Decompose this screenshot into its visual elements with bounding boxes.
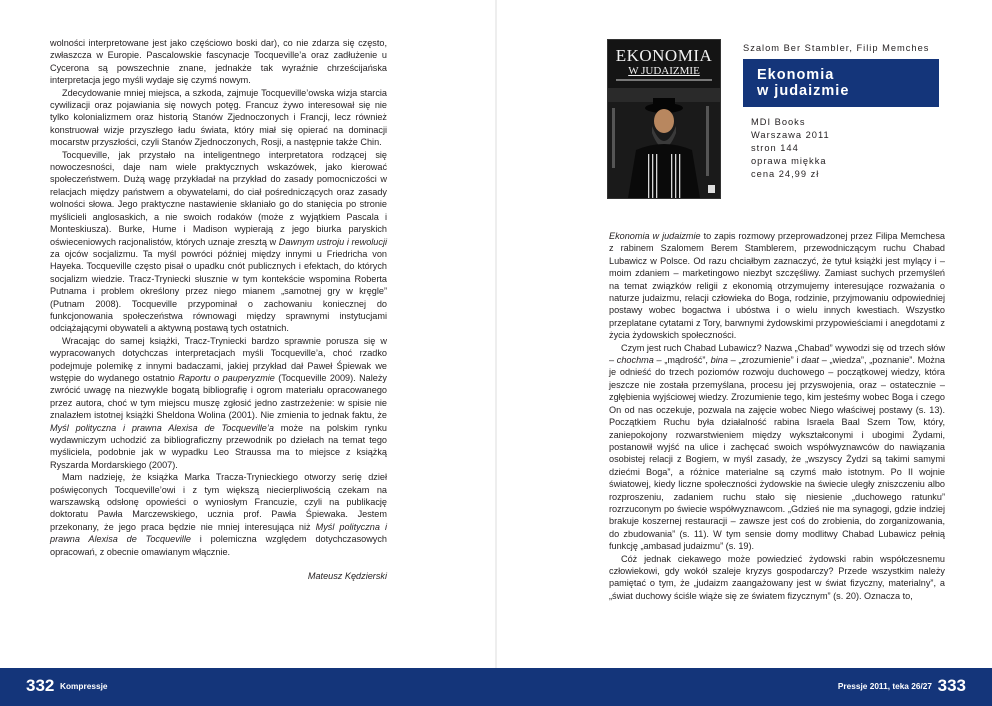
right-page xyxy=(496,0,992,668)
book-pages: stron 144 xyxy=(751,143,799,153)
paragraph: Mam nadzieję, że książka Marka Tracza-Trynieckiego otworzy serię dzieł poświęconych Tocqueville’owi i z tym większą niecierpliwością czekam na warszawską odsłonę opowieści o wyniosłym Francuzie, czyli na publikację doktoratu Pawła Marczewskiego, ucznia prof. Pawła Śpiewaka. Jestem przekonany, że jego praca będzie nie mniej interesująca niż Myśl polityczna i prawna Alexisa de Tocqueville i polemiczna względem dotychczasowych opracowań, z obecnie omawianym włącznie. xyxy=(50,472,387,557)
paragraph: Ekonomia w judaizmie to zapis rozmowy przeprowadzonej przez Filipa Memchesa z rabinem Szalomem Berem Stamblerem, przewodniczącym ruchu Chabad Lubawicz w Polsce. Od razu chciałbym zaznaczyć, że tytuł książki jest mylący i – moim zdaniem – marketingowo niezbyt szczęśliwy. Zamiast suchych przemyśleń na temat związków religii z ekonomią otrzymujemy interesujące rozważania o naturze judaizmu, relacji człowieka do Boga, rodzinie, przyjmowaniu odpowiedniej postawy wobec bogactwa i ubóstwa i o wielu innych kwestiach. Wszystko przeplatane cytatami z Tory, barwnymi żydowskimi przypowieściami i anegdotami z życia żydowskich społeczności. xyxy=(609,231,945,341)
cover-small-print xyxy=(616,79,712,81)
book-place-year: Warszawa 2011 xyxy=(751,130,830,140)
book-authors: Szalom Ber Stambler, Filip Memches xyxy=(743,43,930,53)
left-column-text xyxy=(50,37,387,582)
book-info xyxy=(743,43,943,181)
paragraph: Czym jest ruch Chabad Lubawicz? Nazwa „Chabad” wywodzi się od trzech słów – chochma – „mądrość”, bina – „zrozumienie” i daat – „wiedza”, „poznanie”. Można je odnieść do trzech poziomów rozwoju duchowego – początkowej wiedzy, która jeszcze nie została przemyślana, procesu jej przyswojenia, oraz – ostatecznie – zgłębienia wyjściowej wiedzy. Zrozumienie tego, kim jesteśmy wobec Boga i czego On od nas oczekuje, pozwala na zajęcie wobec Niego właściwej postawy (s. 13). Początkiem Ruchu była działalność rabina Israela Baal Szem Tow, który, zaniepokojony rozwarstwieniem między wykształconymi i ubogimi Żydami, postanowił wyjść na ulice i zachęcać swoich współwyznawców do nawiązania osobistej relacji z Bogiem, w myśl zasady, że „wszyscy Żydzi są takimi samymi dziećmi Boga”, a różnice materialne są czymś mało istotnym. Po II wojnie światowej, kiedy liczne społeczności żydowskie na świecie uległy zniszczeniu albo rozproszeniu, zadaniem ruchu stało się niesienie „duchowego ratunku” rozrzuconym po świecie współwyznawcom. „Gdzieś nie ma synagogi, gdzie indziej brakuje koszernej restauracji – zawsze jest coś do zrobienia, do zorganizowania, do zbudowania” (s. 11). W tym sensie domy modlitwy Chabad Lubawicz pełnią funkcję „ambasad judaizmu” (s. 19). xyxy=(609,342,945,552)
left-section-name: Kompressje xyxy=(60,681,108,691)
cover-title: EKONOMIA xyxy=(615,46,713,65)
book-cover xyxy=(607,39,721,199)
paragraph: Tocqueville, jak przystało na inteligentnego interpretatora rodzącej się nowoczesności, daje nam wiele praktycznych wskazówek, jako kierować społeczeństwem. Dużą wagę przykładał na przykład do zasady pomocniczości w relacjach między państwem a obywatelami, do ciał pośredniczących oraz zasady wolności słowa. Jego praktyczne nastawienie skłaniało go do stanięcia po stronie myślicieli anglosaskich, a nie swoich rodaków (może z wyjątkiem Pascala i Monteskiusza). Burke, Hume i Madison wypierają z jego biurka paryskich oświeceniowych racjonalistów, których uznaje zresztą w Dawnym ustroju i rewolucji za ojców socjalizmu. Ta myśl powróci później między innymi u Friedricha von Hayeka. Tocqueville często pisał o upadku cnót publicznych i efektach, do których socjalizm wiedzie. Tracz-Tryniecki słusznie w tym kontekście wspomina Roberta Putnama i problem określony przez niego mianem „samotnej gry w kręgle” (Putnam 2008). Tocqueville przypominał o zachowaniu koniecznej do funkcjonowania społeczeństwa równowagi między sprawnymi instytucjami odciążającymi obywateli a aktywną postawą tych ostatnich. xyxy=(50,149,387,334)
paragraph: Zdecydowanie mniej miejsca, a szkoda, zajmuje Tocqueville’owska wizja starcia cywilizacji oraz pojawiania się nowych potęg. Francuz żywo interesował się nie tylko kolonializmem oraz historią Stanów Zjednoczonych i Francji, lecz również konstruował wizje przyszłego ładu świata, który miał się opierać na dominacji mocarstw przyszłości, czyli Stanów Zjednoczonych, Rosji, a następnie także Chin. xyxy=(50,87,387,148)
rabbi-portrait-image xyxy=(608,88,720,198)
right-column-text xyxy=(609,230,945,602)
book-title-line2: w judaizmie xyxy=(757,82,850,99)
left-page xyxy=(0,0,496,668)
publisher-logo-icon xyxy=(708,185,715,193)
book-binding: oprawa miękka xyxy=(751,156,827,166)
paragraph: Cóż jednak ciekawego może powiedzieć żydowski rabin współczesnemu człowiekowi, gdy wokół szaleje kryzys gospodarczy? Przede wszystkim należy pamiętać o tym, że „judaizm zaangażowany jest w świat fizyczny, materialny”, a „świat duchowy ściśle wiąże się ze światem fizycznym” (s. 20). Oznacza to, xyxy=(609,553,945,601)
book-price: cena 24,99 zł xyxy=(751,169,820,179)
review-signature: Mateusz Kędzierski xyxy=(307,571,387,582)
book-title-line1: Ekonomia xyxy=(757,67,835,83)
cover-subtitle: W JUDAIZMIE xyxy=(628,65,700,77)
book-publisher: MDI Books xyxy=(751,117,806,127)
book-details xyxy=(751,116,943,181)
right-page-number: 333 xyxy=(937,676,966,695)
right-running-head: Pressje 2011, teka 26/27 xyxy=(837,681,932,691)
paragraph: Wracając do samej książki, Tracz-Tryniecki bardzo sprawnie porusza się w wypracowanych dotychczas interpretacjach myśli Tocqueville’a, choć rzadko podejmuje polemikę z innymi badaczami, jakiej przykład dał Paweł Śpiewak we wstępie do wydanego ostatnio Raportu o pauperyzmie (Tocqueville 2009). Należy zwrócić uwagę na niezwykle bogatą bibliografię i ogrom materiału opracowanego przez autora, choć w tym miejscu muszę zgłosić jedno zastrzeżenie: w spisie nie znalazłem istotnej książki Sheldona Wolina (2001). Nie zmienia to jednak faktu, że Myśl polityczna i prawna Alexisa de Tocqueville’a może na polskim rynku wydawniczym uchodzić za bibliograficzny przewodnik po dziełach na temat tego myśliciela, podobnie jak w wypadku Leo Straussa ma to miejsce z książką Ryszarda Mordarskiego (2007). xyxy=(50,335,387,470)
footer-bar xyxy=(0,668,992,706)
book-title-box xyxy=(743,59,939,107)
left-page-number: 332 xyxy=(26,676,55,695)
paragraph: wolności interpretowane jest jako częściowo boski dar), co nie zdarza się często, zwłaszcza w Europie. Pascalowskie fascynacje Tocqueville’a oraz zadłużenie u Cycerona są powszechnie znane, jednakże tak wyraźnie chrześcijańska interpretacja jego myśli wydaje się czymś nowym. xyxy=(50,38,387,86)
